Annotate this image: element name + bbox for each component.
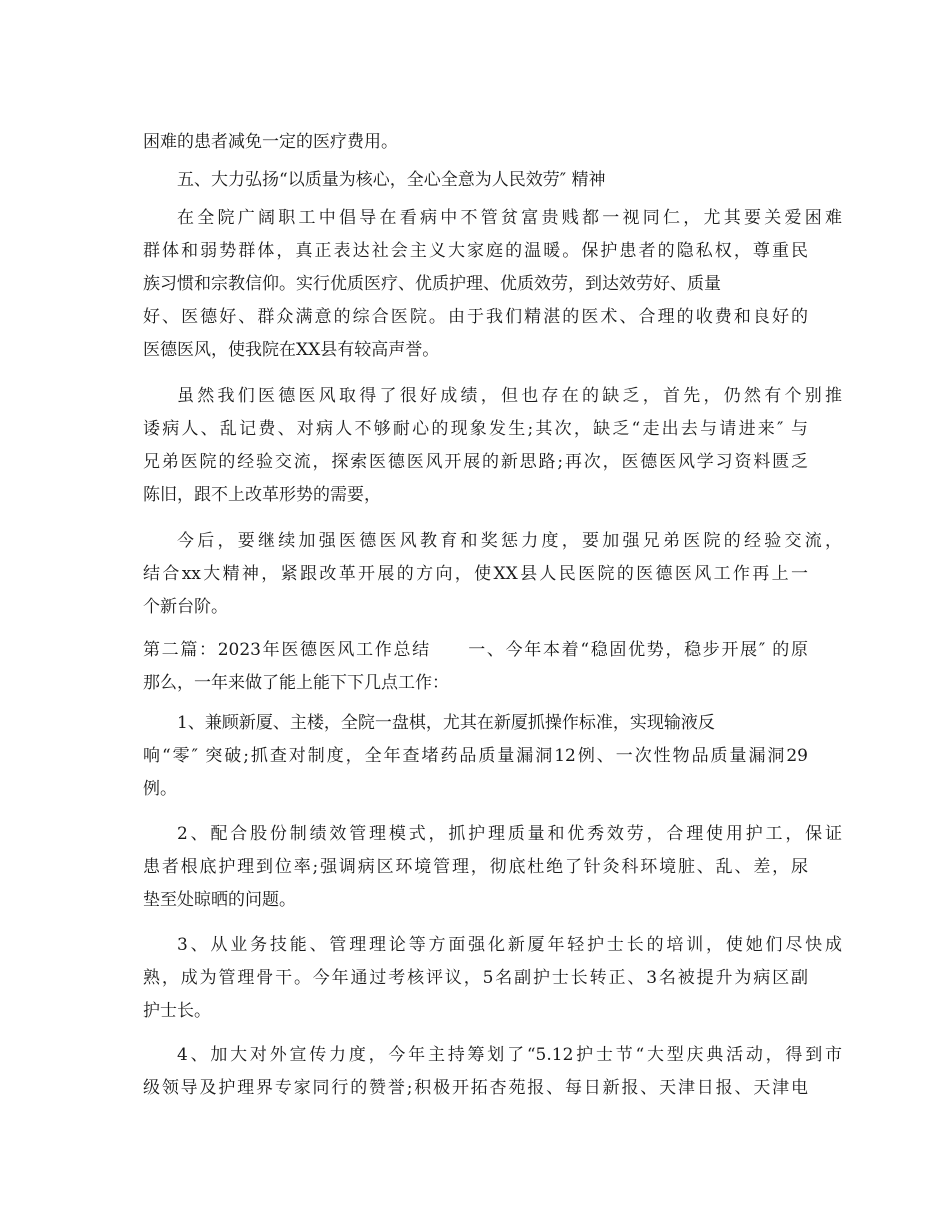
section-heading: 五、大力弘扬“以质量为核心，全心全意为人民效劳″ 精神 — [177, 170, 606, 190]
text-line: 垫至处晾晒的问题。 — [143, 890, 296, 910]
text-line: 患者根底护理到位率;强调病区环境管理，彻底杜绝了针灸科环境脏、乱、差，尿 — [143, 857, 808, 877]
text-line: 困难的患者减免一定的医疗费用。 — [143, 132, 398, 152]
text-line: 群体和弱势群体，真正表达社会主义大家庭的温暖。保护患者的隐私权，尊重民 — [143, 241, 808, 261]
text-line: 护士长。 — [143, 1001, 211, 1021]
text-line: 那么，一年来做了能上能下下几点工作： — [143, 673, 449, 693]
text-line: 陈旧，跟不上改革形势的需要， — [143, 485, 381, 505]
text-line: 虽然我们医德医风取得了很好成绩，但也存在的缺乏，首先，仍然有个别推 — [177, 386, 842, 406]
text-line: 熟，成为管理骨干。今年通过考核评议，5名副护士长转正、3名被提升为病区副 — [143, 968, 808, 988]
list-item-1: 1、兼顾新厦、主楼，全院一盘棋，尤其在新厦抓操作标准，实现输液反 — [177, 713, 715, 733]
list-item-3: 3、从业务技能、管理理论等方面强化新厦年轻护士长的培训，使她们尽快成 — [177, 935, 842, 955]
text-line: 结合xx大精神，紧跟改革开展的方向，使XX县人民医院的医德医风工作再上一 — [143, 564, 808, 584]
text-line: 族习惯和宗教信仰。实行优质医疗、优质护理、优质效劳，到达效劳好、质量 — [143, 274, 721, 294]
text-line: 好、医德好、群众满意的综合医院。由于我们精湛的医术、合理的收费和良好的 — [143, 307, 808, 327]
text-line: 级领导及护理界专家同行的赞誉;积极开拓杏苑报、每日新报、天津日报、天津电 — [143, 1078, 808, 1098]
text-line: 医德医风，使我院在XX县有较高声誉。 — [143, 340, 440, 360]
text-line: 诿病人、乱记费、对病人不够耐心的现象发生;其次，缺乏“走出去与请进来″ 与 — [143, 419, 808, 439]
text-line: 今后，要继续加强医德医风教育和奖惩力度，要加强兄弟医院的经验交流， — [177, 531, 842, 551]
list-item-4: 4、加大对外宣传力度，今年主持筹划了“5.12护士节“大型庆典活动，得到市 — [177, 1045, 842, 1065]
text-line: 例。 — [143, 779, 177, 799]
text-line: 兄弟医院的经验交流，探索医德医风开展的新思路;再次，医德医风学习资料匮乏 — [143, 452, 808, 472]
text-line: 在全院广阔职工中倡导在看病中不管贫富贵贱都一视同仁，尤其要关爱困难 — [177, 208, 842, 228]
text-line: 响“零″ 突破;抓查对制度，全年查堵药品质量漏洞12例、一次性物品质量漏洞29 — [143, 746, 808, 766]
text-line: 个新台阶。 — [143, 597, 228, 617]
list-item-2: 2、配合股份制绩效管理模式，抓护理质量和优秀效劳，合理使用护工，保证 — [177, 824, 842, 844]
part-two-heading: 第二篇：2023年医德医风工作总结 一、今年本着“稳固优势，稳步开展″ 的原 — [143, 640, 808, 660]
